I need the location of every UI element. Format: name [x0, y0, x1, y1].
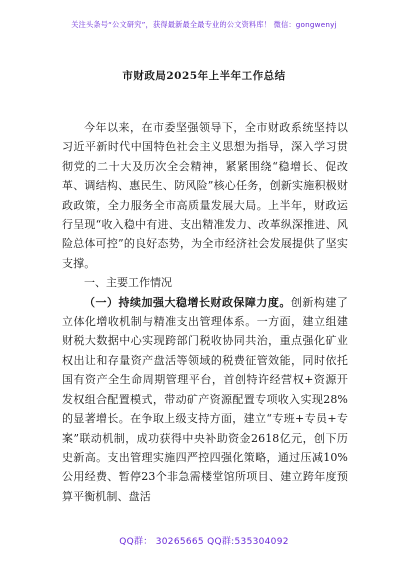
footer-contact: QQ群： 30265665 QQ群:535304092	[119, 537, 289, 547]
intro-paragraph: 今年以来，在市委坚强领导下，全市财政系统坚持以习近平新时代中国特色社会主义思想为指导，深入学习贯彻党的二十大及历次全会精神，紧紧围绕“稳增长、促改革、调结构、惠民生、防风险”核心任务，创新实施积极财政政策，全力服务全市高质量发展大局。上半年，财政运行呈现“收入稳中有进、支出精准发力、改革纵深推进、风险总体可控”的良好态势，为全市经济社会发展提供了坚实支撑。	[62, 121, 348, 270]
subsection-title: （一）持续加强大稳增长财政保障力度。	[84, 295, 291, 309]
subsection-body: 创新构建了立体化增收机制与精准支出管理体系。一方面，建立组建财税大数据中心实现跨部门税收协同共治，重点强化矿业权出让和存量资产盘活等领域的税费征管效能，同时依托国有资产全生命周期管理平台，首创特许经营权+资源开发权组合配置模式，带动矿产资源配置专项收入实现28%的显著增长。在争取上级支持方面，建立“专班+专员+专案”联动机制，成功获得中央补助资金2618亿元，创下历史新高。支出管理实施四严控四强化策略，通过压减10%公用经费、暂停23个非急需楼堂馆所项目、建立跨年度预算平衡机制、盘活	[62, 295, 349, 503]
subsection-paragraph	[62, 293, 348, 506]
header-banner: 关注头条号“公文研究”，获得最新最全最专业的公文资料库！ 微信：gongwenyj	[71, 20, 337, 29]
section-heading: 一、主要工作情况	[84, 276, 172, 290]
document-body	[62, 118, 348, 506]
document-title: 市财政局2025年上半年工作总结	[122, 70, 286, 82]
